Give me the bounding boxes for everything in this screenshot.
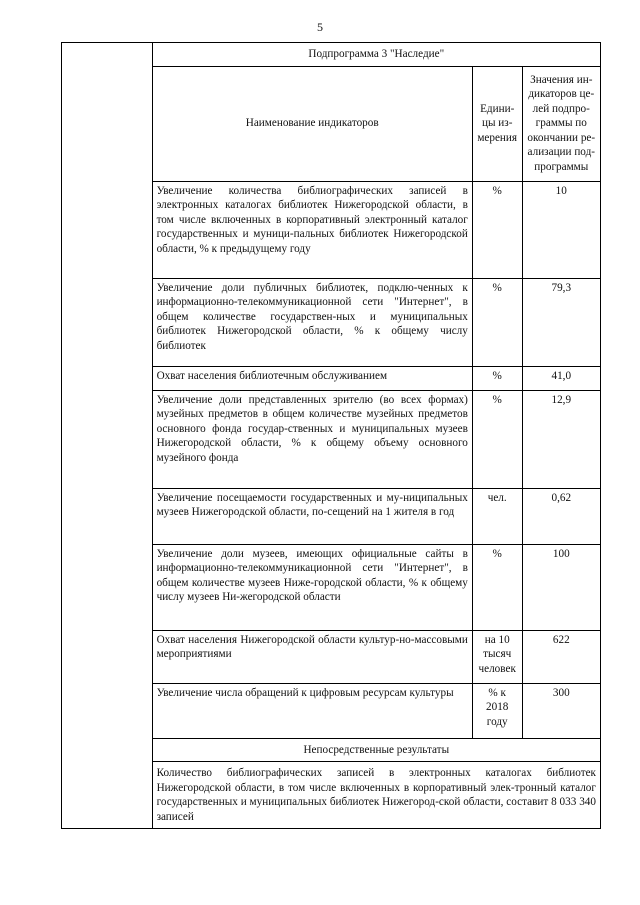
indicator-unit: %: [472, 366, 522, 390]
indicator-value: 622: [522, 630, 600, 683]
indicator-value: 10: [522, 181, 600, 278]
indicator-name: Увеличение посещаемости государственных и му-ниципальных музеев Нижегородской области, по-сещений на 1 жителя в год: [152, 488, 472, 544]
indicator-unit: %: [472, 544, 522, 630]
indicator-name: Увеличение доли музеев, имеющих официальные сайты в информационно-телекоммуникационной сети "Интернет", в общем количестве музеев Ниже-городской области, % к общему числу музеев Ни-жегородской области: [152, 544, 472, 630]
indicator-value: 0,62: [522, 488, 600, 544]
indicator-name: Увеличение доли публичных библиотек, подклю-ченных к информационно-телекоммуникационной сети "Интернет", в общем количестве государствен-ных и муниципальных библиотек Нижегородской области, % к общему числу библиотек: [152, 278, 472, 366]
indicator-value: 300: [522, 683, 600, 738]
page-number: 5: [317, 20, 323, 34]
indicator-unit: %: [472, 278, 522, 366]
indicator-value: 79,3: [522, 278, 600, 366]
indicator-name: Охват населения библиотечным обслуживанием: [152, 366, 472, 390]
indicator-name: Увеличение доли представленных зрителю (во всех формах) музейных предметов в общем количестве музейных предметов основного фонда государ-ственных и муниципальных музеев Нижегородской области, % к общему объему основного музейного фонда: [152, 390, 472, 488]
indicator-unit: чел.: [472, 488, 522, 544]
result-text: Количество библиографических записей в электронных каталогах библиотек Нижегородской области, в том числе включенных в корпоративный элек-тронный каталог государственных и муниципальных библиотек Нижегород-ской области, составит 8 033 340 записей: [152, 762, 600, 829]
header-unit: Едини-цы из-мерения: [472, 66, 522, 181]
indicator-name: Увеличение числа обращений к цифровым ресурсам культуры: [152, 683, 472, 738]
indicator-unit: на 10 тысяч человек: [472, 630, 522, 683]
indicator-value: 100: [522, 544, 600, 630]
indicator-name: Увеличение количества библиографических записей в электронных каталогах библиотек Нижегородской области, в том числе включенных в корпоративный электронный каталог государственных и муници-пальных библиотек Нижегородской области, % к предыдущему году: [152, 181, 472, 278]
indicator-unit: %: [472, 181, 522, 278]
header-name: Наименование индикаторов: [152, 66, 472, 181]
left-column-cell: [62, 43, 153, 829]
subprogram-title: Подпрограмма 3 "Наследие": [152, 43, 600, 67]
header-value: Значения ин-дикаторов це-лей подпро-граммы по окончании ре-ализации под-программы: [522, 66, 600, 181]
indicators-table: [61, 42, 601, 829]
subprogram-row: [62, 43, 601, 67]
results-title: Непосредственные результаты: [152, 738, 600, 762]
indicator-unit: % к 2018 году: [472, 683, 522, 738]
indicator-unit: %: [472, 390, 522, 488]
indicator-name: Охват населения Нижегородской области культур-но-массовыми мероприятиями: [152, 630, 472, 683]
indicator-value: 12,9: [522, 390, 600, 488]
indicator-value: 41,0: [522, 366, 600, 390]
